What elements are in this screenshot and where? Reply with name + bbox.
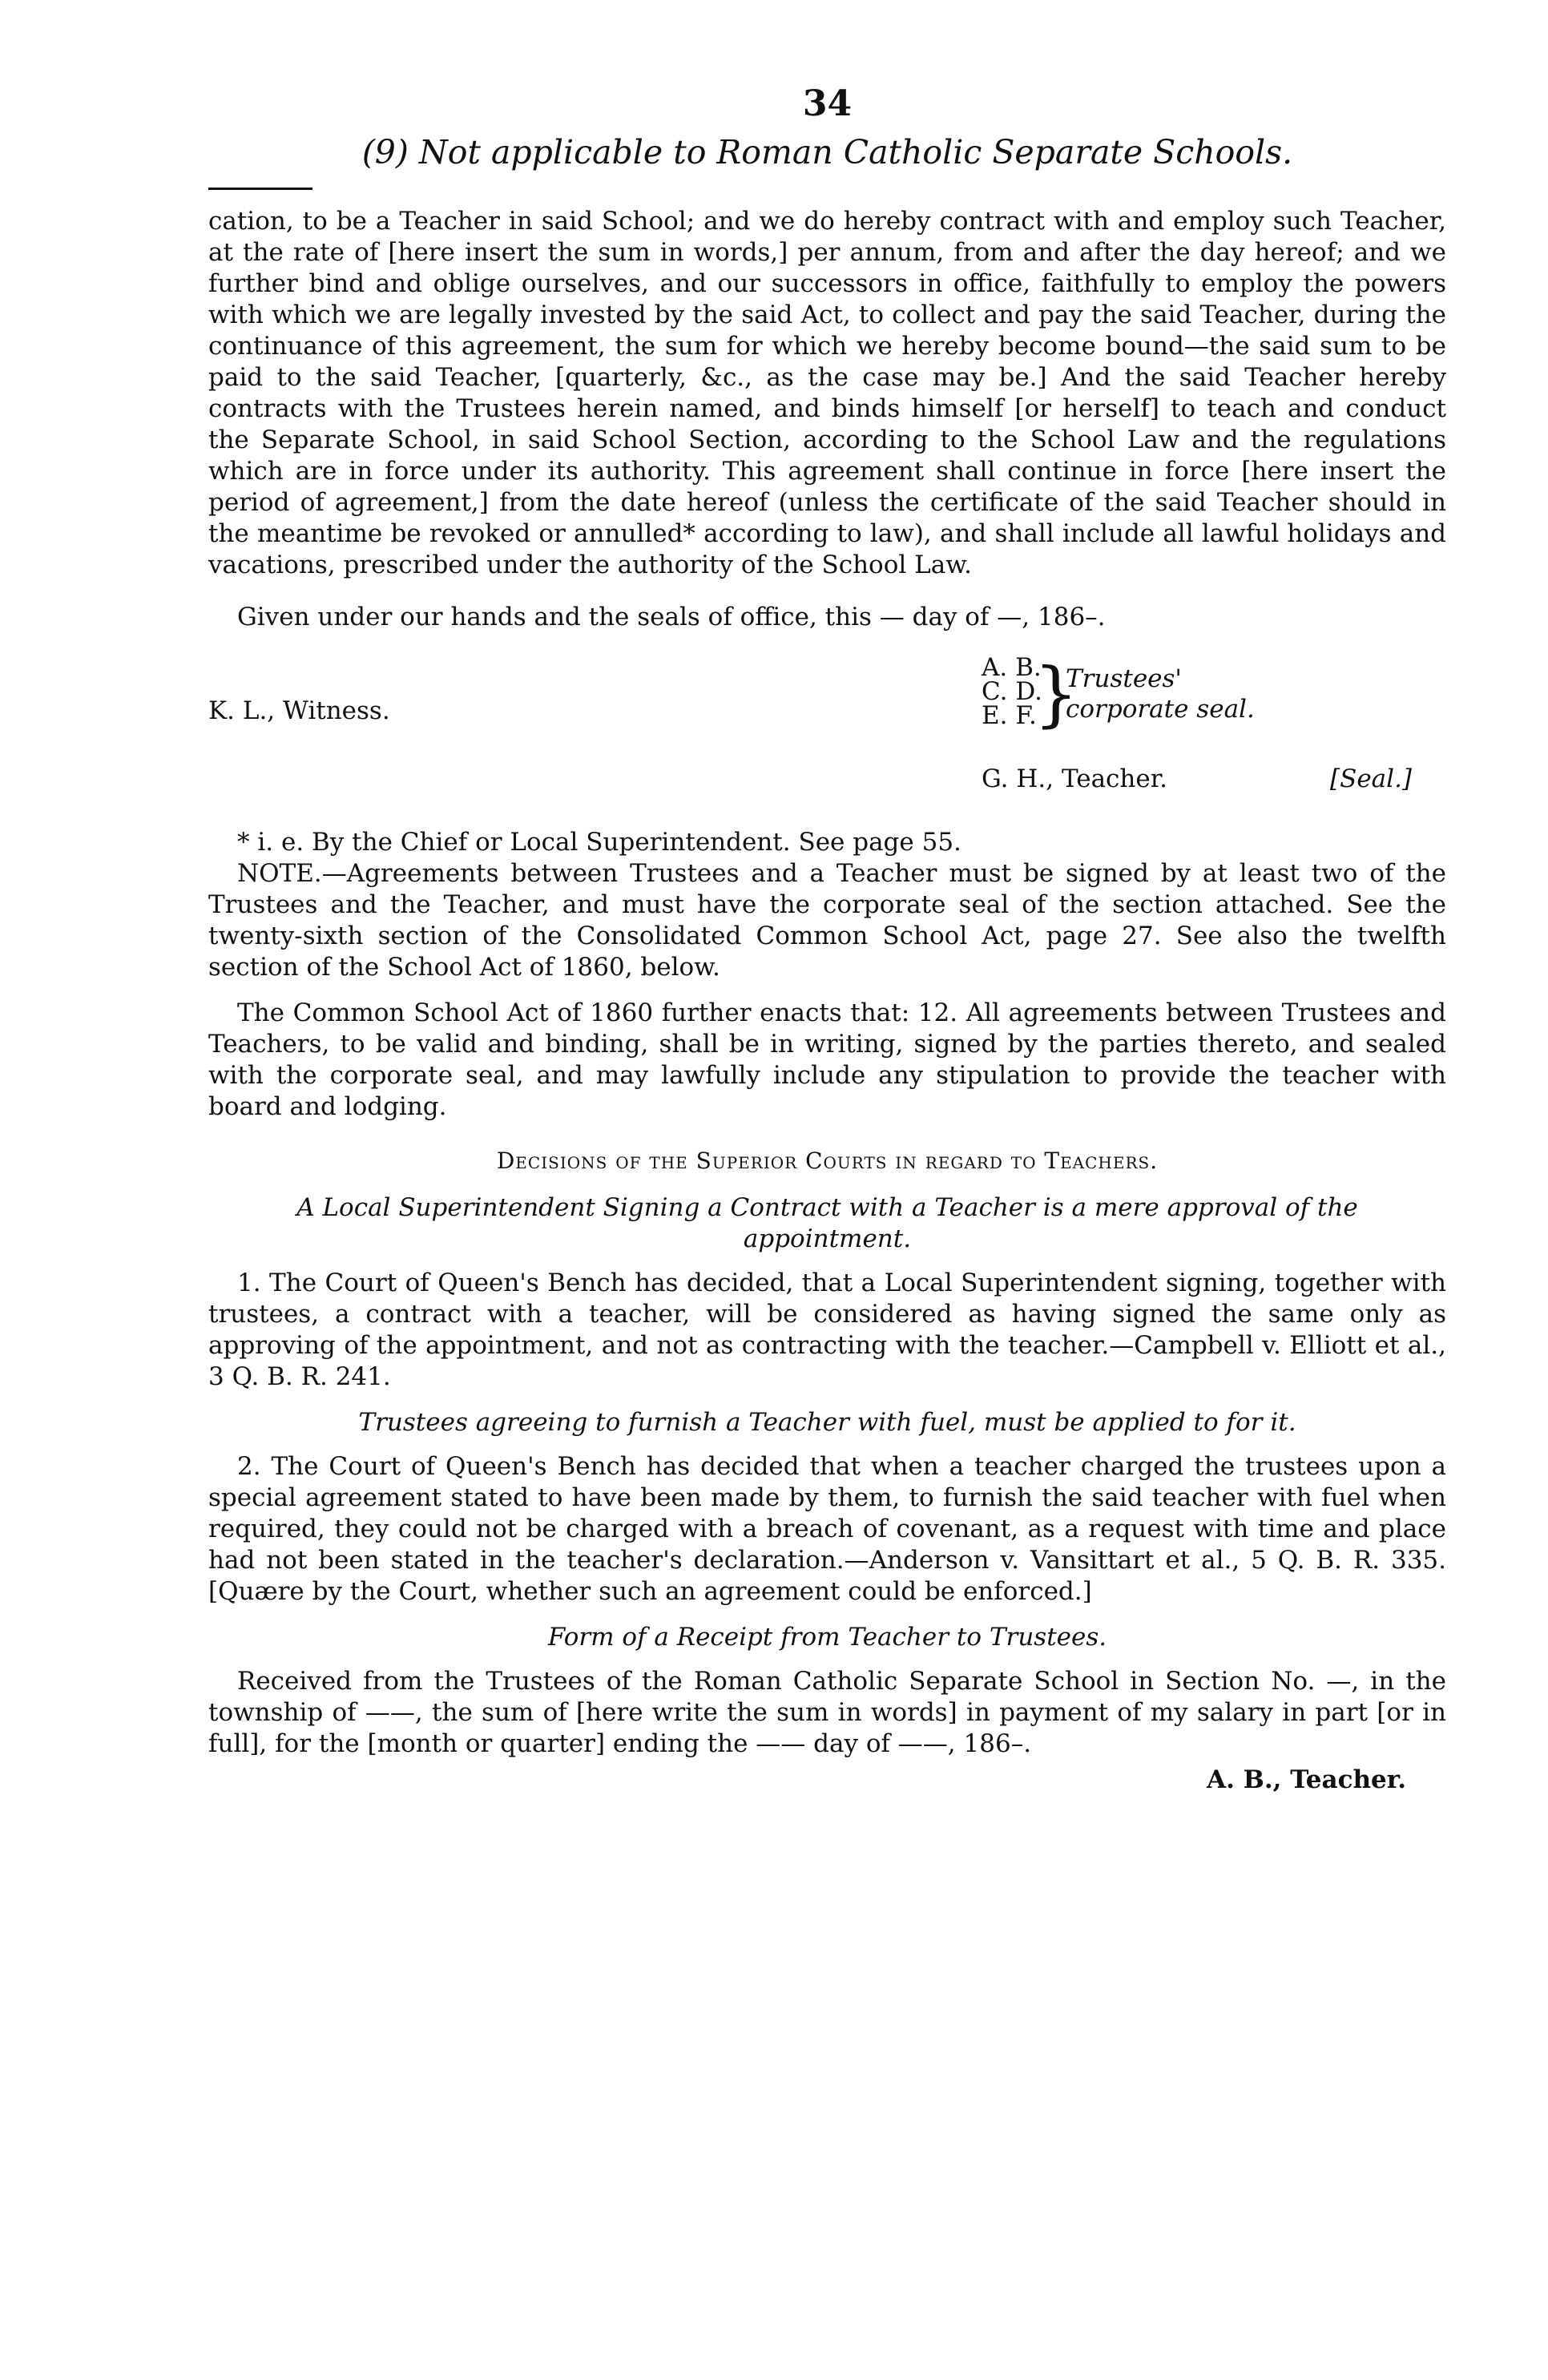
decision-2-text: 2. The Court of Queen's Bench has decided that when a teacher charged the trustees upon a special agreement stated to have been made by them, to furnish the said teacher with fuel when required, they could not be charged with a breach of covenant, as a request with time and place had not been stated in the teacher's declaration.—Anderson v. Vansittart et al., 5 Q. B. R. 335. [Quære by the Court, whether such an agreement could be enforced.] [208, 1452, 1446, 1606]
decision-1-text: 1. The Court of Queen's Bench has decided, that a Local Superintendent signing, together with trustees, a contract with a teacher, will be considered as having signed the same only as approving of the appointment, and not as contracting with the teacher.—Campbell v. Elliott et al., 3 Q. B. R. 241. [208, 1269, 1446, 1391]
page-heading: (9) Not applicable to Roman Catholic Separate Schools. [361, 133, 1293, 171]
receipt-signature: A. B., Teacher. [1207, 1765, 1406, 1794]
note-paragraph: NOTE.—Agreements between Trustees and a Teacher must be signed by at least two of the Trustees and the Teacher, and must have the corporate seal of the section attached. See the twenty-sixth section of the Consolidated Common School Act, page 27. See also the twelfth section of the School Act of 1860, below. [208, 859, 1446, 982]
given-line: Given under our hands and the seals of office, this — day of —, 186–. [237, 603, 1106, 631]
decision-1-heading: A Local Superintendent Signing a Contract with a Teacher is a mere approval of the appointment. [296, 1193, 1358, 1253]
page-number: 34 [802, 83, 853, 124]
teacher-signature: G. H., Teacher. [982, 764, 1168, 793]
trustee-2: C. D. [982, 677, 1042, 706]
heading-rule [208, 188, 312, 190]
footnote: * i. e. By the Chief or Local Superintendent. See page 55. [237, 828, 961, 857]
act-paragraph: The Common School Act of 1860 further enacts that: 12. All agreements between Trustees and Teachers, to be valid and binding, shall be in writing, signed by the parties thereto, and sealed with the corporate seal, and may lawfully include any stipulation to provide the teacher with board and lodging. [208, 998, 1446, 1121]
trustee-1: A. B. [982, 653, 1042, 682]
trustees-brace: } [1034, 652, 1078, 735]
trustee-3: E. F. [982, 701, 1037, 730]
corporate-seal-label: corporate seal. [1066, 695, 1255, 724]
decision-2-heading: Trustees agreeing to furnish a Teacher with fuel, must be applied to for it. [358, 1408, 1296, 1437]
trustees-seal-label [1066, 664, 1255, 724]
contract-paragraph: cation, to be a Teacher in said School; and we do hereby contract with and employ such Teacher, at the rate of [here insert the sum in words,] per annum, from and after the day hereof; and we further bind and oblige ourselves, and our successors in office, faithfully to employ the powers with which we are legally invested by the said Act, to collect and pay the said Teacher, during the continuance of this agreement, the sum for which we hereby become bound—the said sum to be paid to the said Teacher, [quarterly, &c., as the case may be.] And the said Teacher hereby contracts with the Trustees herein named, and binds himself [or herself] to teach and conduct the Separate School, in said School Section, according to the School Law and the regulations which are in force under its authority. This agreement shall continue in force [here insert the period of agreement,] from the date hereof (unless the certificate of the said Teacher should in the meantime be revoked or annulled* according to law), and shall include all lawful holidays and vacations, prescribed under the authority of the School Law. [208, 207, 1446, 579]
signature-block [208, 652, 1446, 816]
decisions-heading: Decisions of the Superior Courts in regard to Teachers. [496, 1148, 1159, 1174]
document-page [208, 83, 1446, 1796]
receipt-text: Received from the Trustees of the Roman Catholic Separate School in Section No. —, in the township of ——, the sum of [here write the sum in words] in payment of my salary in part [or in full], for the [month or quarter] ending the —— day of ——, 186–. [208, 1667, 1446, 1758]
receipt-heading: Form of a Receipt from Teacher to Trustees. [547, 1623, 1107, 1652]
trustees-label: Trustees' [1066, 664, 1182, 693]
witness-signature: K. L., Witness. [208, 696, 390, 725]
seal-mark: [Seal.] [1330, 764, 1413, 793]
